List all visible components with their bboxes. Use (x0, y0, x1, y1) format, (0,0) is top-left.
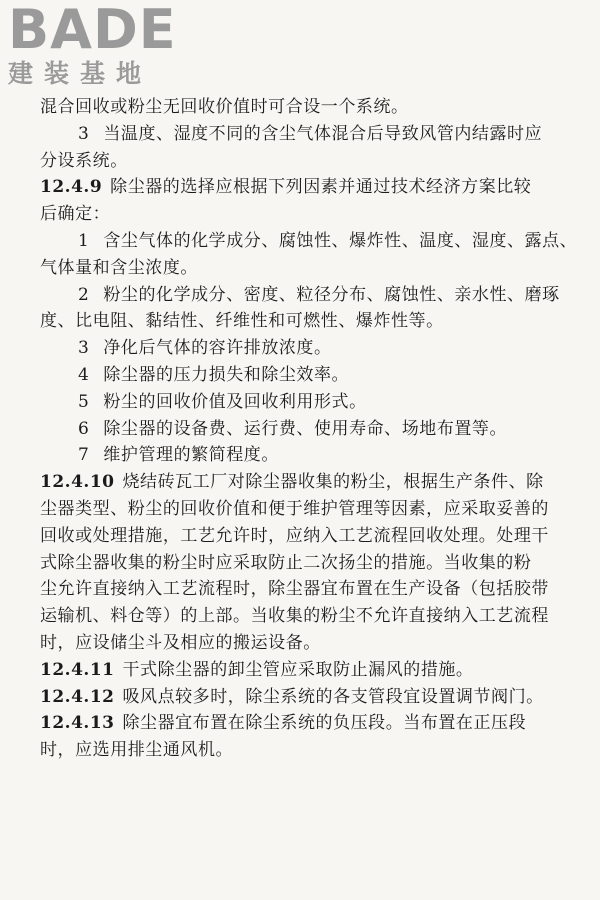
line-text: 度、比电阻、黏结性、纤维性和可燃性、爆炸性等。 (40, 311, 444, 332)
text-line (40, 603, 570, 630)
text-line (40, 523, 570, 550)
item-number: 1 (78, 230, 90, 251)
line-text: 含尘气体的化学成分、腐蚀性、爆炸性、温度、湿度、露点、 (103, 230, 578, 251)
text-line (40, 710, 570, 737)
text-line (40, 335, 570, 362)
text-line (40, 737, 570, 764)
line-text: 时，应选用排尘通风机。 (40, 740, 234, 761)
clause-number: 12.4.10 (40, 472, 115, 493)
line-text: 尘允许直接纳入工艺流程时，除尘器宜布置在生产设备（包括胶带 (40, 579, 549, 600)
line-text: 烧结砖瓦工厂对除尘器收集的粉尘，根据生产条件、除 (122, 472, 544, 493)
item-number: 2 (78, 284, 90, 305)
line-text: 净化后气体的容许排放浓度。 (103, 338, 332, 359)
text-line (40, 148, 570, 175)
clause-number: 12.4.9 (40, 177, 103, 198)
line-text: 分设系统。 (40, 150, 128, 171)
text-line (40, 174, 570, 201)
text-line (40, 94, 570, 121)
clause-number: 12.4.12 (40, 686, 115, 707)
item-number: 3 (78, 123, 90, 144)
line-text: 当温度、湿度不同的含尘气体混合后导致风管内结露时应 (103, 123, 543, 144)
text-line (40, 308, 570, 335)
text-line (40, 255, 570, 282)
line-text: 吸风点较多时，除尘系统的各支管段宜设置调节阀门。 (122, 686, 544, 707)
line-text: 粉尘的回收价值及回收利用形式。 (103, 391, 367, 412)
item-number: 4 (78, 364, 90, 385)
line-text: 运输机、料仓等）的上部。当收集的粉尘不允许直接纳入工艺流程 (40, 606, 549, 627)
line-text: 维护管理的繁简程度。 (103, 445, 279, 466)
text-line (40, 201, 570, 228)
line-text: 除尘器的设备费、运行费、使用寿命、场地布置等。 (103, 418, 508, 439)
line-text: 后确定： (40, 204, 111, 225)
text-line (40, 389, 570, 416)
text-line (40, 630, 570, 657)
line-text: 混合回收或粉尘无回收价值时可合设一个系统。 (40, 97, 409, 117)
watermark-logo (8, 2, 183, 92)
line-text: 时，应设储尘斗及相应的搬运设备。 (40, 632, 321, 653)
line-text: 干式除尘器的卸尘管应采取防止漏风的措施。 (122, 659, 474, 680)
clause-number: 12.4.13 (40, 713, 115, 734)
document-body (40, 94, 578, 764)
text-line (40, 496, 570, 523)
line-text: 除尘器的选择应根据下列因素并通过技术经济方案比较 (110, 177, 532, 198)
line-text: 式除尘器收集的粉尘时应采取防止二次扬尘的措施。当收集的粉 (40, 552, 532, 573)
text-line (40, 576, 570, 603)
item-number: 3 (78, 338, 90, 359)
text-line (40, 657, 570, 684)
text-line (40, 282, 570, 309)
text-line (40, 550, 570, 577)
line-text: 除尘器宜布置在除尘系统的负压段。当布置在正压段 (122, 713, 527, 734)
text-line (40, 228, 578, 255)
text-line (40, 442, 570, 469)
logo-brand: BADE (8, 0, 177, 61)
line-text: 粉尘的化学成分、密度、粒径分布、腐蚀性、亲水性、磨琢 (103, 284, 560, 305)
clause-number: 12.4.11 (40, 659, 115, 680)
item-number: 6 (78, 418, 90, 439)
line-text: 尘器类型、粉尘的回收价值和便于维护管理等因素，应采取妥善的 (40, 498, 549, 519)
text-line (40, 362, 570, 389)
text-line (40, 121, 570, 148)
logo-subtitle: 建装基地 (8, 59, 153, 88)
item-number: 7 (78, 445, 90, 466)
text-line (40, 469, 570, 496)
line-text: 除尘器的压力损失和除尘效率。 (103, 364, 350, 385)
text-line (40, 416, 570, 443)
line-text: 气体量和含尘浓度。 (40, 257, 198, 278)
line-text: 回收或处理措施，工艺允许时，应纳入工艺流程回收处理。处理干 (40, 525, 549, 546)
text-line (40, 684, 570, 711)
item-number: 5 (78, 391, 90, 412)
